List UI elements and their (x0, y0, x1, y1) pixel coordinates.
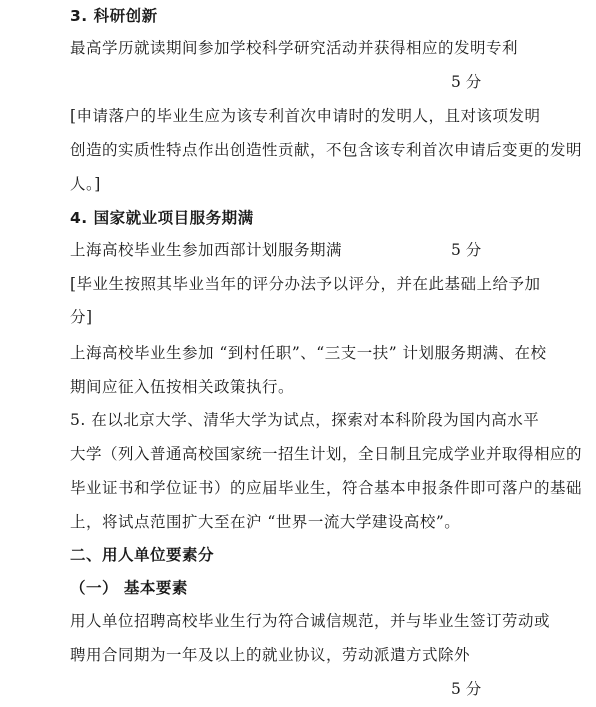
section-5-line: 5. 在以北京大学、清华大学为试点，探索对本科阶段为国内高水平 (70, 411, 540, 429)
subsection-1-score: 5 分 (451, 680, 482, 698)
section-3-note-line: 人。] (70, 175, 101, 193)
section-4-body: 上海高校毕业生参加西部计划服务期满 (70, 241, 343, 259)
section-4-body-line: 期间应征入伍按相关政策执行。 (70, 378, 295, 396)
section-3-heading: 3. 科研创新 (70, 7, 158, 25)
section-4-heading: 4. 国家就业项目服务期满 (70, 209, 254, 227)
subsection-1-body-line: 用人单位招聘高校毕业生行为符合诚信规范，并与毕业生签订劳动或 (70, 612, 551, 630)
subsection-1-heading: （一） 基本要素 (70, 579, 188, 597)
section-4-body-line: 上海高校毕业生参加 “到村任职”、“三支一扶” 计划服务期满、在校 (70, 344, 547, 362)
subsection-1-body-line: 聘用合同期为一年及以上的就业协议，劳动派遣方式除外 (70, 646, 471, 664)
section-4-note-line: [毕业生按照其毕业当年的评分办法予以评分，并在此基础上给予加 (70, 275, 541, 293)
section-3-note-line: [申请落户的毕业生应为该专利首次申请时的发明人，且对该项发明 (70, 107, 541, 125)
section-3-note-line: 创造的实质性特点作出创造性贡献，不包含该专利首次申请后变更的发明 (70, 141, 583, 159)
section-5-line: 上，将试点范围扩大至在沪 “世界一流大学建设高校”。 (70, 513, 461, 531)
section-4-note-line: 分] (70, 308, 93, 326)
section-5-line: 毕业证书和学位证书）的应届毕业生，符合基本申报条件即可落户的基础 (70, 479, 583, 497)
section-5-line: 大学（列入普通高校国家统一招生计划，全日制且完成学业并取得相应的 (70, 445, 583, 463)
section-3-body: 最高学历就读期间参加学校科学研究活动并获得相应的发明专利 (70, 39, 519, 57)
section-3-score: 5 分 (451, 73, 482, 91)
part-2-heading: 二、用人单位要素分 (70, 546, 215, 564)
section-4-score: 5 分 (451, 241, 482, 259)
